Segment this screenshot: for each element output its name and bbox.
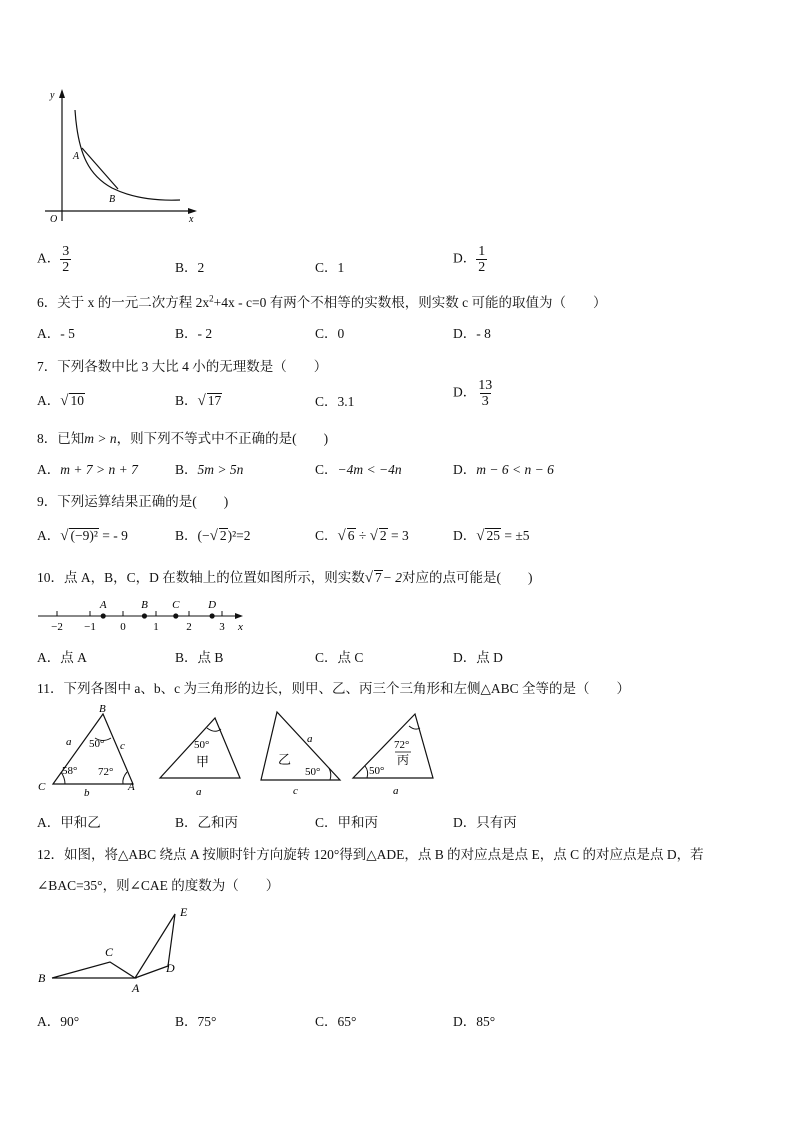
svg-text:A: A [132,981,140,995]
q10-option-d[interactable]: D．点 D [453,650,503,665]
q10-stem: 10．点 A，B，C，D 在数轴上的位置如图所示，则实数√ 7− 2对应的点可能是( ) [37,570,533,586]
q10-point-c [173,613,178,618]
svg-text:甲: 甲 [196,754,210,769]
svg-text:58°: 58° [62,765,78,777]
svg-text:50°: 50° [305,766,321,778]
q11-triangle-bing [353,714,433,778]
svg-text:a: a [66,736,72,748]
q5-option-c[interactable]: C．1 [315,260,345,275]
svg-text:c: c [293,785,298,797]
q10-option-a[interactable]: A．点 A [37,650,87,665]
q12-option-d[interactable]: D．85° [453,1014,496,1029]
q8-option-a[interactable]: A．m + 7 > n + 7 [37,462,138,477]
q12-option-a[interactable]: A．90° [37,1014,80,1029]
svg-text:50°: 50° [194,739,210,751]
q10-tick-label: 1 [153,621,159,633]
q9-option-c[interactable]: C．√ 6 ÷ √ 2 = 3 [315,528,409,544]
q10-point-a [101,613,106,618]
q10-option-c[interactable]: C．点 C [315,650,364,665]
q6-stem: 6．关于 x 的一元二次方程 $2x^2+4x - c=0$ 有两个不相等的实数根，则实数 c 可能的取值为（ ） [37,293,607,310]
svg-text:72°: 72° [98,766,114,778]
q5-curve-graph [40,86,205,226]
svg-text:C: C [38,781,46,793]
svg-text:B: B [99,703,106,715]
q10-point-d [210,613,215,618]
q9-option-a[interactable]: A．√ (−9)² = - 9 [37,528,128,544]
q12-option-b[interactable]: B．75° [175,1014,217,1029]
q10-tick-label: 0 [120,621,126,633]
q10-tick-label: 3 [219,621,225,633]
q7-stem: 7．下列各数中比 3 大比 4 小的无理数是（ ） [37,359,328,374]
q5-option-d[interactable]: D． $\frac{1}{2}$ [453,244,486,275]
q6-option-c[interactable]: C．0 [315,326,345,341]
q11-stem: 11．下列各图中 a、b、c 为三角形的边长，则甲、乙、丙三个三角形和左侧△ABC 全等的是（ ） [37,681,630,696]
q7-option-d[interactable]: D． $\frac{13}{3}$ [453,378,493,409]
q10-point-label: C [172,599,180,611]
svg-text:C: C [105,945,114,959]
svg-text:50°: 50° [89,738,105,750]
q9-stem: 9．下列运算结果正确的是( ) [37,494,229,509]
q7-option-b[interactable]: B．√ 17 [175,393,222,409]
q8-option-b[interactable]: B．5m > 5n [175,462,244,477]
q11-option-d[interactable]: D．只有丙 [453,815,517,830]
svg-text:a: a [196,786,202,798]
q6-option-a[interactable]: A．- 5 [37,326,75,341]
svg-text:丙: 丙 [397,753,410,767]
svg-text:72°: 72° [394,739,410,751]
q10-tick-label: 2 [186,621,192,633]
q10-point-label: D [208,599,217,611]
q10-tick-label: −1 [84,621,96,633]
q5-origin-label: O [50,214,58,225]
svg-text:c: c [120,740,125,752]
svg-text:a: a [307,733,313,745]
svg-text:B: B [38,971,46,985]
svg-text:a: a [393,785,399,797]
q5-option-b[interactable]: B．2 [175,260,205,275]
q11-figures [35,700,455,800]
q6-option-b[interactable]: B．- 2 [175,326,213,341]
q8-option-c[interactable]: C．−4m < −4n [315,462,402,477]
q5-option-a[interactable]: A． $\frac{3}{2}$ [37,244,70,275]
q5-chord [82,148,118,189]
q12-stem-line1: 12．如图，将△ABC 绕点 A 按顺时针方向旋转 120°得到△ADE，点 B 的对应点是点 E，点 C 的对应点是点 D，若 [37,847,704,862]
q11-triangle-yi [261,712,340,780]
q12-stem-line2: ∠BAC=35°，则∠CAE 的度数为（ ） [37,878,280,893]
q10-option-b[interactable]: B．点 B [175,650,224,665]
q12-rotation-figure [35,900,205,995]
q5-point-b-label: B [109,194,116,205]
q8-stem: 8．已知m > n，则下列不等式中不正确的是( ) [37,431,329,446]
q10-number-line [35,596,250,634]
q5-curve [75,110,180,200]
q11-option-a[interactable]: A．甲和乙 [37,815,101,830]
svg-text:50°: 50° [369,765,385,777]
svg-text:E: E [180,905,188,919]
q10-x-label: x [238,621,243,633]
q5-point-a-label: A [73,151,80,162]
q10-point-b [142,613,147,618]
q10-point-label: A [99,599,107,611]
q11-option-c[interactable]: C．甲和丙 [315,815,379,830]
q9-option-b[interactable]: B．(−√ 2)²=2 [175,528,251,544]
q7-option-c[interactable]: C．3.1 [315,394,355,409]
q5-y-label: y [50,90,55,101]
q8-option-d[interactable]: D．m − 6 < n − 6 [453,462,554,477]
q5-x-label: x [189,214,194,225]
q6-option-d[interactable]: D．- 8 [453,326,491,341]
q11-option-b[interactable]: B．乙和丙 [175,815,239,830]
svg-text:b: b [84,787,90,799]
svg-text:A: A [128,781,135,793]
q10-tick-label: −2 [51,621,63,633]
q10-point-label: B [141,599,148,611]
q7-option-a[interactable]: A．√ 10 [37,393,84,409]
svg-text:乙: 乙 [278,752,292,767]
q9-option-d[interactable]: D．√ 25 = ±5 [453,528,530,544]
svg-text:D: D [166,961,175,975]
q12-option-c[interactable]: C．65° [315,1014,357,1029]
